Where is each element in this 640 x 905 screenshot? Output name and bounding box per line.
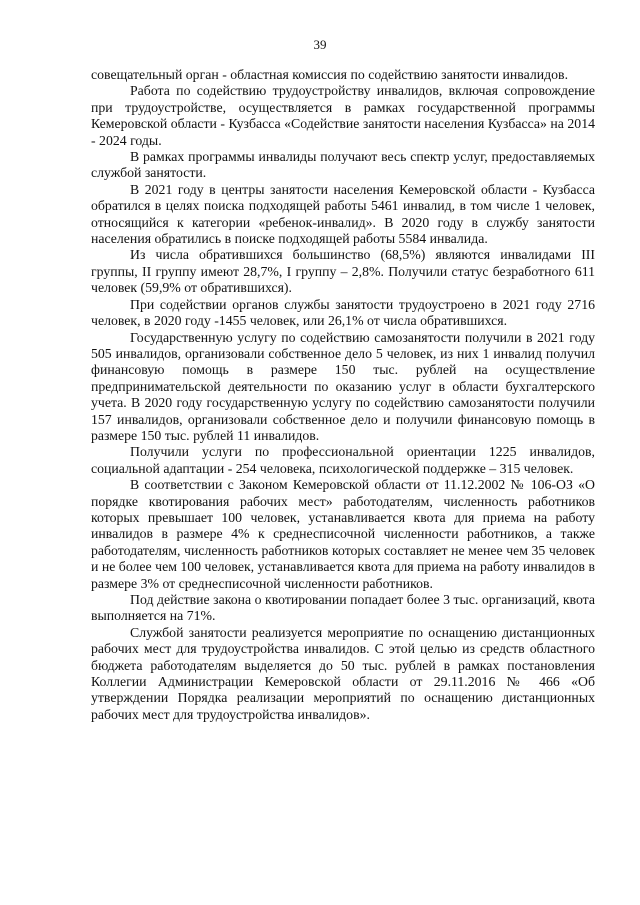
body-text <box>91 67 595 723</box>
page-number: 39 <box>313 37 327 52</box>
paragraph: Службой занятости реализуется мероприятие по оснащению дистанционных рабочих мест для трудоустройства инвалидов. С этой целью из средств областного бюджета работодателям выделяется до 50 тыс. рублей в рамках постановления Коллегии Администрации Кемеровской области от 29.11.2016 № 466 «Об утверждении Порядка реализации мероприятий по оснащению дистанционных рабочих мест для трудоустройства инвалидов». <box>91 624 595 722</box>
paragraph: Под действие закона о квотировании попадает более 3 тыс. организаций, квота выполняется на 71%. <box>91 592 595 624</box>
paragraph: Работа по содействию трудоустройству инвалидов, включая сопровождение при трудоустройстве, осуществляется в рамках государственной программы Кемеровской области - Кузбасса «Содействие занятости населения Кузбасса» на 2014 - 2024 годы. <box>91 83 595 148</box>
paragraph: В соответствии с Законом Кемеровской области от 11.12.2002 № 106-ОЗ «О порядке квотирования рабочих мест» работодателям, численность работников которых превышает 100 человек, устанавливается квота для приема на работу инвалидов в размере 4% к среднесписочной численности работников, а также работодателям, численность работников которых составляет не менее чем 35 человек и не более чем 100 человек, устанавливается квота для приема на работу инвалидов в размере 3% от среднесписочной численности работников. <box>91 477 595 591</box>
paragraph: Получили услуги по профессиональной ориентации 1225 инвалидов, социальной адаптации - 254 человека, психологической поддержке – 315 человек. <box>91 444 595 476</box>
paragraph: Из числа обратившихся большинство (68,5%) являются инвалидами III группы, II группу имеют 28,7%, I группу – 2,8%. Получили статус безработного 611 человек (59,9% от обратившихся). <box>91 247 595 296</box>
paragraph: В 2021 году в центры занятости населения Кемеровской области - Кузбасса обратился в целях поиска подходящей работы 5461 инвалид, в том числе 1 человек, относящийся к категории «ребенок-инвалид». В 2020 году в службу занятости населения обратились в поиске подходящей работы 5584 инвалида. <box>91 181 595 247</box>
paragraph: Государственную услугу по содействию самозанятости получили в 2021 году 505 инвалидов, организовали собственное дело 5 человек, из них 1 инвалид получил финансовую помощь в размере 150 тыс. рублей на осуществление предпринимательской деятельности по оказанию услуг в области бухгалтерского учета. В 2020 году государственную услугу по содействию самозанятости получили 157 инвалидов, организовали собственное дело и получили финансовую помощь в размере 150 тыс. рублей 11 инвалидов. <box>91 329 595 443</box>
paragraph: совещательный орган - областная комиссия по содействию занятости инвалидов. <box>91 67 569 82</box>
paragraph: При содействии органов службы занятости трудоустроено в 2021 году 2716 человек, в 2020 году -1455 человек, или 26,1% от числа обратившихся. <box>91 296 595 329</box>
paragraph: В рамках программы инвалиды получают весь спектр услуг, предоставляемых службой занятости. <box>91 149 595 181</box>
